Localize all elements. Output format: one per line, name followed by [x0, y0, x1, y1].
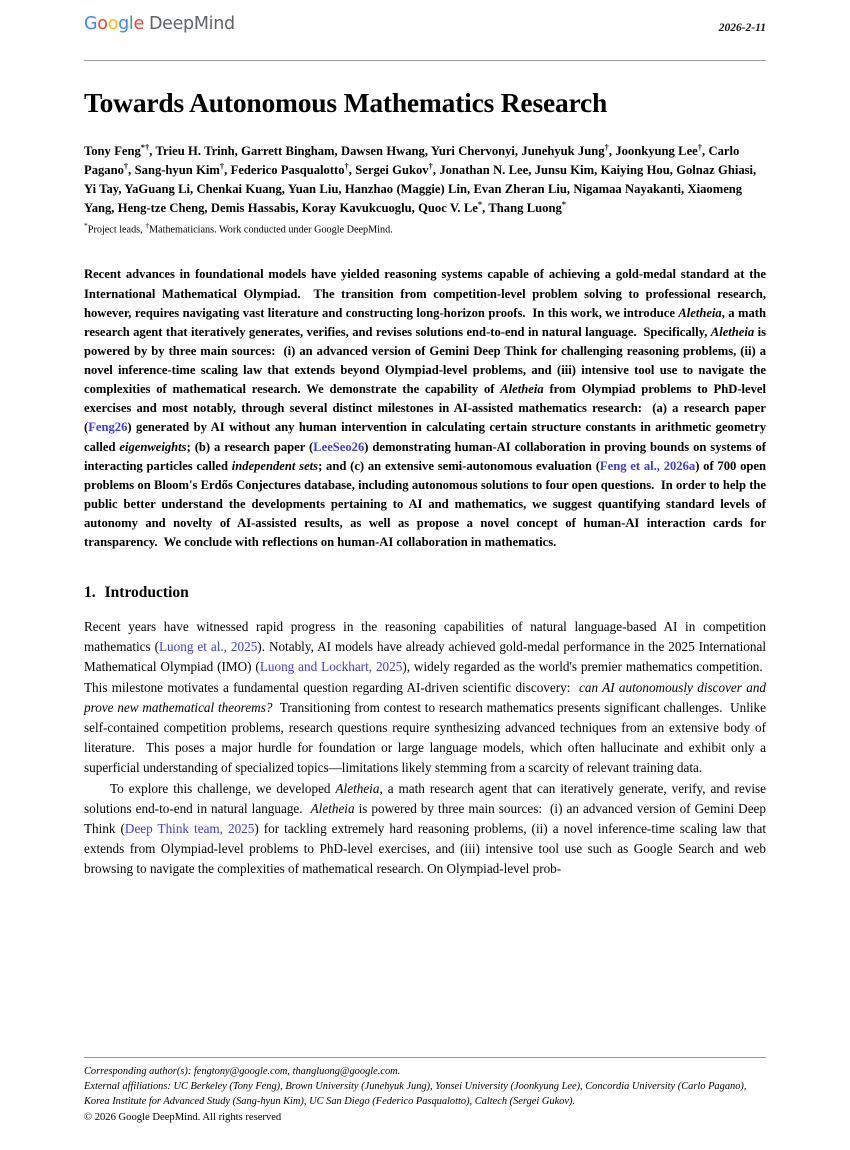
citation-link-feng-et-al-2026a[interactable]: Feng et al., 2026a [599, 458, 696, 473]
affiliation-marker: * [84, 220, 88, 230]
author-marker: * [561, 199, 566, 210]
author-marker: † [604, 141, 609, 152]
section-heading-introduction [84, 584, 766, 603]
footer-divider [84, 1057, 766, 1058]
logo-letter-g: G [84, 14, 98, 34]
corresponding-author: Corresponding author(s): fengtony@google.com, thangluong@google.com. [84, 1066, 401, 1077]
citation-link-deep-think-team-2025[interactable]: Deep Think team, 2025 [124, 820, 255, 836]
logo-letter-e: e [133, 14, 144, 34]
section-number: 1. [84, 584, 96, 602]
section-title: Introduction [104, 584, 189, 602]
intro-paragraph-2: To explore this challenge, we developed Aletheia, a math research agent that can iteratively generate, verify, and revise solutions end-to-end in natural language. Aletheia is powered by three main sources: (i) an advanced version of Gemini Deep Think (Deep Think team, 2025) for tackling extremely hard reasoning problems, (ii) a novel inference-time scaling law that extends from Olympiad-level problems to PhD-level exercises, and (iii) intensive tool use such as Google Search and web browsing to navigate the complexities of mathematical research. On Olympiad-level prob- [84, 780, 766, 877]
header-date: 2026-2-11 [718, 22, 766, 34]
citation-link-leeseo26[interactable]: LeeSeo26 [313, 439, 365, 454]
agent-name: Aletheia [310, 800, 355, 816]
page-content [84, 0, 766, 880]
agent-name: Aletheia [500, 382, 544, 397]
author-marker: † [697, 141, 703, 152]
author-marker: † [123, 161, 129, 172]
external-affiliations: External affiliations: UC Berkeley (Tony Feng), Brown University (Junehyuk Jung), Yonsei University (Joonkyung Lee), Concordia University (Carlo Pagano), Korea Institute for Advanced Study (Sang-hyun Kim), UC San Diego (Federico Pasqualotto), Caltech (Sergei Gukov). [84, 1080, 747, 1107]
page-footer [84, 1057, 766, 1125]
page-title: Towards Autonomous Mathematics Research [84, 87, 608, 118]
logo-letter-g2: g [118, 14, 129, 34]
logo-letter-o1: o [97, 14, 108, 34]
introduction-body [84, 617, 766, 879]
agent-name: Aletheia [710, 324, 755, 339]
page-header [84, 0, 766, 46]
agent-name: Aletheia [678, 305, 722, 320]
research-question: can AI autonomously discover and prove new mathematical theorems? [84, 679, 767, 715]
agent-name: Aletheia [335, 780, 380, 796]
author-marker: † [344, 161, 349, 172]
abstract-paragraph: Recent advances in foundational models have yielded reasoning systems capable of achieving a gold-medal standard at the International Mathematical Olympiad. The transition from competition-level problem solving to professional research, however, requires navigating vast literature and constructing long-horizon proofs. In this work, we introduce Aletheia, a math research agent that iteratively generates, verifies, and revises solutions end-to-end in natural language. Specifically, Aletheia is powered by by three main sources: (i) an advanced version of Gemini Deep Think for challenging reasoning problems, (ii) a novel inference-time scaling law that extends beyond Olympiad-level problems, and (iii) intensive tool use to navigate the complexities of mathematical research. We demonstrate the capability of Aletheia from Olympiad problems to PhD-level exercises and most notably, through several distinct milestones in AI-assisted mathematics research: (a) a research paper (Feng26) generated by AI without any human intervention in calculating certain structure constants in arithmetic geometry called eigenweights; (b) a research paper (LeeSeo26) demonstrating human-AI collaboration in proving bounds on systems of interacting particles called independent sets; and (c) an extensive semi-autonomous evaluation (Feng et al., 2026a) of 700 open problems on Bloom's Erdős Conjectures database, including autonomous solutions to four open questions. In order to help the public better understand the developments pertaining to AI and mathematics, we suggest quantifying standard levels of autonomy and novelty of AI-assisted results, as well as propose a novel concept of human-AI interaction cards for transparency. We conclude with reflections on human-AI collaboration in mathematics. [84, 267, 766, 550]
author-list: Tony Feng*†, Trieu H. Trinh, Garrett Bingham, Dawsen Hwang, Yuri Chervonyi, Junehyuk Jung†, Joonkyung Lee†, Carlo Pagano†, Sang-hyun Kim†, Federico Pasqualotto†, Sergei Gukov†, Jonathan N. Lee, Junsu Kim, Kaiying Hou, Golnaz Ghiasi, Yi Tay, YaGuang Li, Chenkai Kuang, Yuan Liu, Hanzhao (Maggie) Lin, Evan Zheran Liu, Nigamaa Nayakanti, Xiaomeng Yang, Heng-tze Cheng, Demis Hassabis, Koray Kavukcuoglu, Quoc V. Le*, Thang Luong* [84, 141, 757, 216]
term-eigenweights: eigenweights [119, 439, 187, 454]
copyright-notice: © 2026 Google DeepMind. All rights reserved [84, 1112, 282, 1124]
citation-link-luong-and-lockhart-2025[interactable]: Luong and Lockhart, 2025 [259, 659, 403, 675]
author-marker: *† [140, 141, 150, 152]
citation-link-luong-et-al-2025[interactable]: Luong et al., 2025 [159, 639, 258, 655]
logo-deepmind-text: DeepMind [148, 14, 235, 34]
footer-notes [84, 1065, 766, 1109]
logo-letter-o2: o [107, 14, 119, 34]
author-marker: * [477, 199, 483, 210]
header-divider [84, 60, 766, 61]
author-marker: † [219, 161, 225, 172]
affiliation-marker: † [145, 220, 150, 230]
term-independent-sets: independent sets [231, 458, 319, 473]
logo-letter-l: l [128, 14, 134, 34]
citation-link-feng26[interactable]: Feng26 [88, 420, 128, 435]
abstract [84, 265, 766, 552]
google-deepmind-logo [84, 16, 235, 34]
intro-paragraph-1: Recent years have witnessed rapid progress in the reasoning capabilities of natural language-based AI in competition mathematics (Luong et al., 2025). Notably, AI models have already achieved gold-medal performance in the 2025 International Mathematical Olympiad (IMO) (Luong and Lockhart, 2025), widely regarded as the world's premier mathematics competition. This milestone motivates a fundamental question regarding AI-driven scientific discovery: can AI autonomously discover and prove new mathematical theorems? Transitioning from contest to research mathematics presents significant challenges. Unlike self-contained competition problems, research questions require synthesizing advanced techniques from an extensive body of literature. This poses a major hurdle for foundation or large language models, which often hallucinate and exhibit only a superficial understanding of specialized topics—limitations likely stemming from a scarcity of relevant training data. [84, 619, 767, 776]
affiliation-note: *Project leads, †Mathematicians. Work conducted under Google DeepMind. [84, 220, 393, 236]
author-marker: † [428, 161, 433, 172]
